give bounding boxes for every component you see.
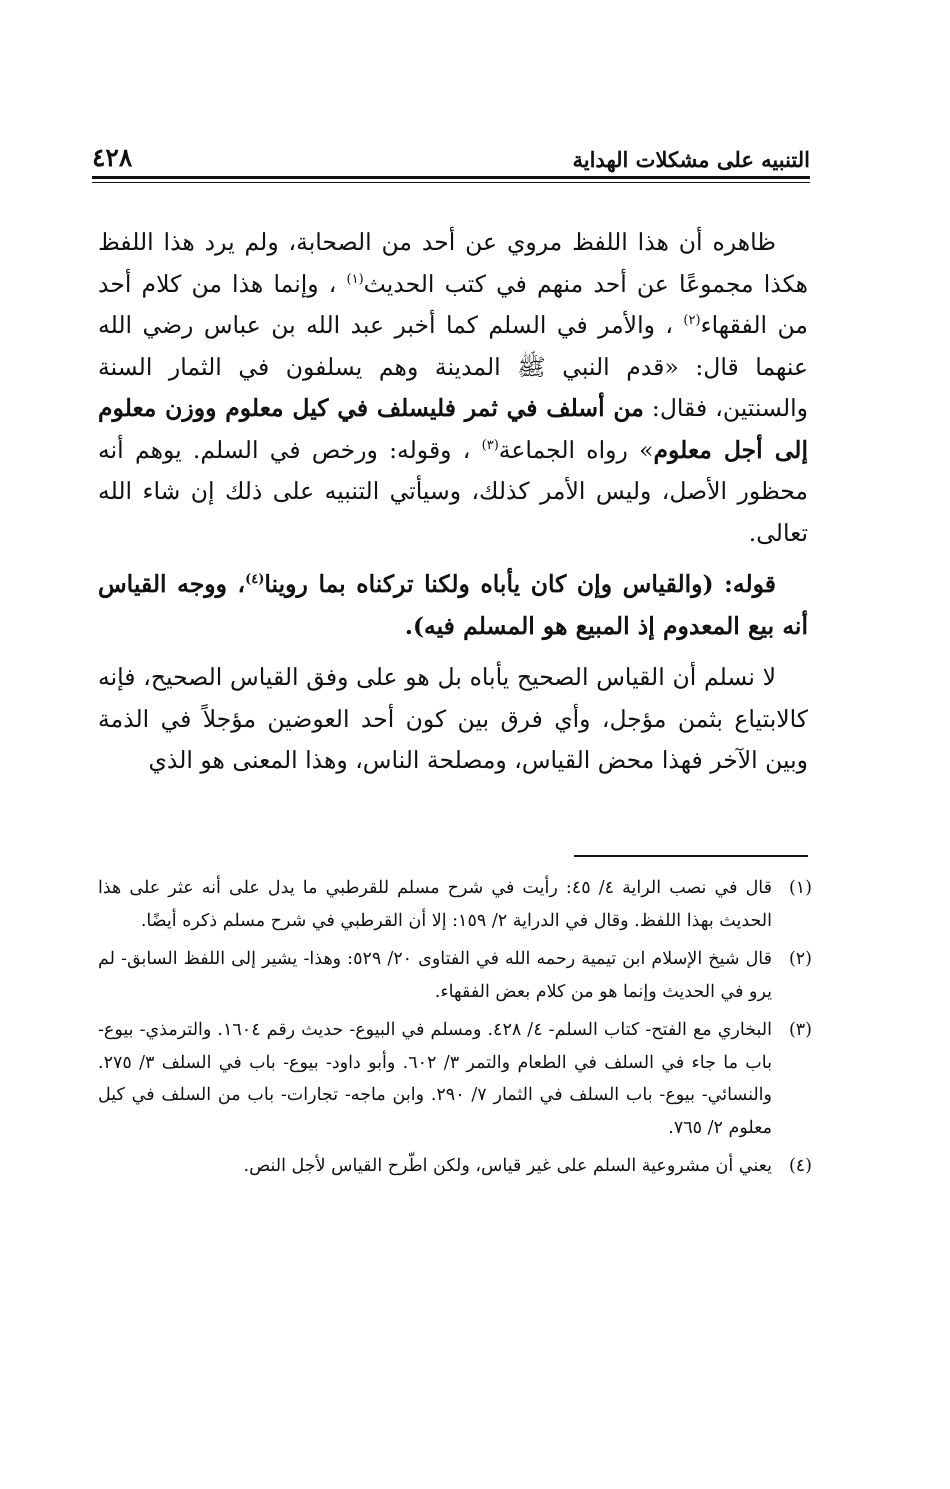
footnote-number: (٣) [788,1020,812,1040]
p1-text-1: ظاهره أن هذا اللفظ مروي عن أحد من الصحابة، ولم يرد هذا اللفظ هكذا مجموعًا عن أحد منهم في كتب الحديث [98,228,808,298]
footnote-ref-1: (١) [346,271,364,287]
p2-text-2: ، ووجه القياس أنه بيع المعدوم إذ المبيع هو المسلم فيه). [98,570,808,640]
paragraph-1 [98,222,808,554]
hadith-text: من أسلف في ثمر فليسلف في كيل معلوم ووزن معلوم إلى أجل معلوم [98,394,808,464]
footnotes [98,872,812,1189]
p1-text-4: » رواه الجماعة [498,435,654,464]
footnote-1 [98,872,812,937]
main-text [98,222,808,792]
footnote-text: يعني أن مشروعية السلم على غير قياس، ولكن اطّرح القياس لأجل النص. [243,1156,772,1176]
p2-text-1: قوله: (والقياس وإن كان يأباه ولكنا تركناه بما روينا [264,570,776,598]
paragraph-2-quote [98,564,808,647]
footnote-text: قال شيخ الإسلام ابن تيمية رحمه الله في الفتاوى ٢٠/ ٥٢٩: وهذا- يشير إلى اللفظ السابق- لم يرو في الحديث وإنما هو من كلام بعض الفقهاء. [98,949,772,1002]
footnote-text: البخاري مع الفتح- كتاب السلم- ٤/ ٤٢٨. ومسلم في البيوع- حديث رقم ١٦٠٤. والترمذي- بيوع- باب ما جاء في السلف في الطعام والتمر ٣/ ٦٠٢. وأبو داود- بيوع- باب في السلف ٣/ ٢٧٥. والنسائي- بيوع- باب السلف في الثمار ٧/ ٢٩٠. وابن ماجه- تجارات- باب من السلف في كيل معلوم ٢/ ٧٦٥. [98,1020,772,1138]
footnote-separator [574,855,808,857]
header-rule-thin [92,182,810,183]
footnote-ref-3: (٣) [481,437,499,453]
footnote-number: (٢) [788,949,812,969]
p1-text-2: ، وإنما هذا من كلام أحد من الفقهاء [98,269,808,339]
page-number: ٤٢٨ [92,143,133,172]
running-title: التنبيه على مشكلات الهداية [572,147,810,172]
footnote-2 [98,943,812,1008]
page-header [92,128,810,172]
p1-text-3: ، والأمر في السلم كما أخبر عبد الله بن عباس رضي الله عنهما قال: «قدم النبي ﷺ المدينة وهم يسلفون في الثمار السنة والسنتين، فقال: [98,311,808,422]
header-rule-thick [92,176,810,179]
footnote-number: (٤) [788,1156,812,1176]
footnote-ref-4: (٤) [245,572,265,588]
footnote-ref-2: (٢) [683,313,701,329]
footnote-3 [98,1014,812,1144]
footnote-4 [98,1150,812,1183]
footnote-text: قال في نصب الراية ٤/ ٤٥: رأيت في شرح مسلم للقرطبي ما يدل على أنه عثر على هذا الحديث بهذا اللفظ. وقال في الدراية ٢/ ١٥٩: إلا أن القرطبي في شرح مسلم ذكره أيضًا. [98,878,772,931]
footnote-number: (١) [788,878,812,898]
paragraph-3: لا نسلم أن القياس الصحيح يأباه بل هو على وفق القياس الصحيح، فإنه كالابتياع بثمن مؤجل، وأي فرق بين كون أحد العوضين مؤجلاً في الذمة وبين الآخر فهذا محض القياس، ومصلحة الناس، وهذا المعنى هو الذي [98,663,808,774]
p1-text-5: ، وقوله: ورخص في السلم. يوهم أنه محظور الأصل، وليس الأمر كذلك، وسيأتي التنبيه على ذلك إن شاء الله تعالى. [98,435,808,547]
